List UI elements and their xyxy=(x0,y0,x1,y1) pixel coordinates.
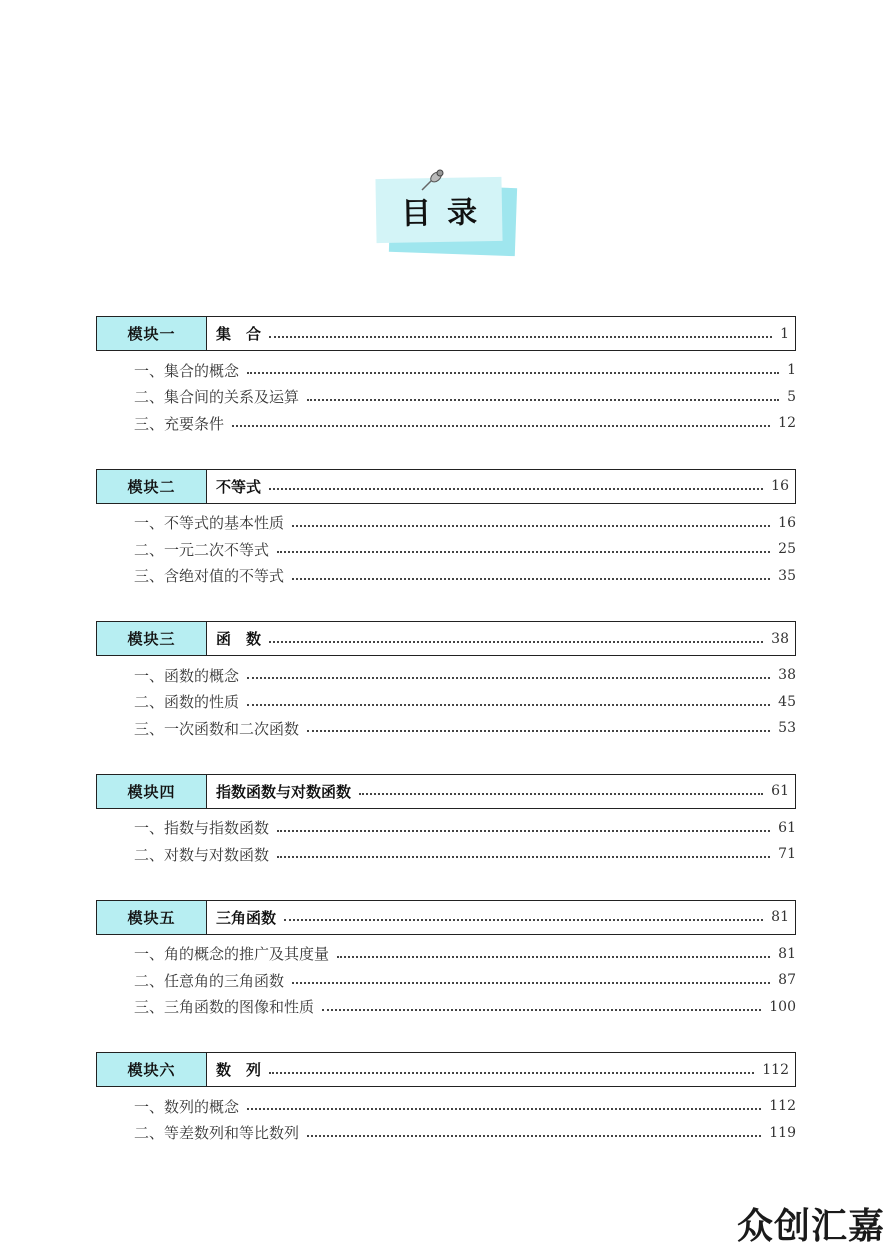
module-title: 指数函数与对数函数 xyxy=(216,782,352,801)
entry-page-number: 119 xyxy=(769,1124,796,1141)
dot-leader xyxy=(322,1009,761,1011)
dot-leader xyxy=(337,956,770,958)
entry-title: 一、函数的概念 xyxy=(134,666,240,685)
section-list xyxy=(96,935,796,1021)
entry-title: 一、不等式的基本性质 xyxy=(134,514,285,533)
module-title: 函 数 xyxy=(216,630,262,648)
toc-entry[interactable] xyxy=(134,662,796,689)
entry-page-number: 87 xyxy=(778,972,796,989)
entry-title: 二、函数的性质 xyxy=(134,693,240,712)
dot-leader xyxy=(247,677,770,679)
module-entry xyxy=(207,470,795,503)
toc-entry[interactable] xyxy=(134,563,796,590)
dot-leader xyxy=(247,704,770,706)
entry-page-number: 35 xyxy=(778,567,796,584)
toc-entry[interactable] xyxy=(134,1120,796,1147)
module-section xyxy=(96,900,796,1021)
module-page-number: 38 xyxy=(771,630,789,647)
module-section xyxy=(96,621,796,742)
dot-leader xyxy=(277,551,770,553)
toc-entry[interactable] xyxy=(134,994,796,1021)
entry-title: 二、一元二次不等式 xyxy=(134,540,270,559)
entry-page-number: 25 xyxy=(778,541,796,558)
dot-leader xyxy=(307,730,770,732)
module-page-number: 61 xyxy=(771,783,789,799)
module-tag: 模块三 xyxy=(97,622,207,655)
page-title: 目录 xyxy=(400,195,494,232)
entry-title: 一、角的概念的推广及其度量 xyxy=(134,945,330,964)
module-tag: 模块五 xyxy=(97,901,207,934)
entry-page-number: 61 xyxy=(778,819,796,836)
dot-leader xyxy=(292,578,770,580)
entry-title: 三、三角函数的图像和性质 xyxy=(134,998,315,1017)
toc-entry[interactable] xyxy=(134,815,796,842)
entry-title: 二、集合间的关系及运算 xyxy=(134,388,300,407)
module-entry xyxy=(207,622,795,655)
toc-entry[interactable] xyxy=(134,357,796,384)
module-tag: 模块一 xyxy=(97,317,207,350)
entry-page-number: 16 xyxy=(778,514,796,531)
entry-page-number: 38 xyxy=(778,667,796,684)
module-section xyxy=(96,1052,796,1146)
toc-entry[interactable] xyxy=(134,967,796,994)
module-entry xyxy=(207,317,795,350)
dot-leader xyxy=(247,372,779,374)
entry-page-number: 112 xyxy=(769,1098,796,1115)
toc-entry[interactable] xyxy=(134,536,796,563)
module-tag: 模块二 xyxy=(97,470,207,503)
watermark: 众创汇嘉 xyxy=(736,1206,885,1247)
module-entry xyxy=(207,775,795,808)
entry-page-number: 45 xyxy=(778,693,796,710)
dot-leader xyxy=(269,336,772,338)
dot-leader xyxy=(284,919,763,921)
entry-title: 一、集合的概念 xyxy=(134,361,240,380)
entry-title: 一、数列的概念 xyxy=(134,1097,240,1116)
module-section xyxy=(96,469,796,590)
module-page-number: 1 xyxy=(780,325,789,342)
module-title: 数 列 xyxy=(216,1061,262,1079)
entry-page-number: 12 xyxy=(778,415,796,432)
toc-entry[interactable] xyxy=(134,410,796,437)
entry-title: 三、充要条件 xyxy=(134,414,225,433)
module-entry xyxy=(207,901,795,934)
dot-leader xyxy=(232,425,770,427)
module-header[interactable] xyxy=(96,469,796,504)
module-entry xyxy=(207,1053,795,1086)
dot-leader xyxy=(359,793,763,795)
module-header[interactable] xyxy=(96,900,796,935)
toc-entry[interactable] xyxy=(134,941,796,968)
entry-title: 二、任意角的三角函数 xyxy=(134,971,285,990)
dot-leader xyxy=(292,525,770,527)
toc-entry[interactable] xyxy=(134,841,796,868)
module-title: 不等式 xyxy=(216,477,262,496)
dot-leader xyxy=(269,1072,754,1074)
toc-entry[interactable] xyxy=(134,510,796,537)
dot-leader xyxy=(277,830,770,832)
module-page-number: 81 xyxy=(771,909,789,925)
module-title: 三角函数 xyxy=(216,908,277,927)
toc-entry[interactable] xyxy=(134,715,796,742)
module-header[interactable] xyxy=(96,774,796,809)
module-tag: 模块六 xyxy=(97,1053,207,1086)
dot-leader xyxy=(269,641,763,643)
module-header[interactable] xyxy=(96,316,796,351)
entry-title: 二、等差数列和等比数列 xyxy=(134,1124,300,1143)
entry-page-number: 1 xyxy=(787,362,796,379)
entry-title: 三、含绝对值的不等式 xyxy=(134,567,285,586)
section-list xyxy=(96,1087,796,1146)
title-card xyxy=(376,178,510,246)
dot-leader xyxy=(277,856,770,858)
table-of-contents xyxy=(96,316,796,1178)
dot-leader xyxy=(292,982,770,984)
module-section xyxy=(96,774,796,868)
dot-leader xyxy=(269,488,763,490)
entry-title: 三、一次函数和二次函数 xyxy=(134,719,300,738)
module-page-number: 16 xyxy=(771,478,789,494)
section-list xyxy=(96,504,796,590)
entry-page-number: 53 xyxy=(778,720,796,737)
dot-leader xyxy=(247,1108,761,1110)
pushpin-icon xyxy=(418,168,448,194)
module-tag: 模块四 xyxy=(97,775,207,808)
entry-page-number: 100 xyxy=(769,998,796,1015)
toc-entry[interactable] xyxy=(134,1093,796,1120)
dot-leader xyxy=(307,1135,761,1137)
toc-entry[interactable] xyxy=(134,689,796,716)
entry-page-number: 81 xyxy=(778,945,796,962)
section-list xyxy=(96,351,796,437)
entry-title: 二、对数与对数函数 xyxy=(134,845,270,864)
entry-page-number: 71 xyxy=(778,846,796,863)
module-section xyxy=(96,316,796,437)
section-list xyxy=(96,656,796,742)
entry-title: 一、指数与指数函数 xyxy=(134,819,270,838)
module-page-number: 112 xyxy=(762,1061,789,1078)
section-list xyxy=(96,809,796,868)
module-header[interactable] xyxy=(96,1052,796,1087)
dot-leader xyxy=(307,399,779,401)
toc-entry[interactable] xyxy=(134,384,796,411)
entry-page-number: 5 xyxy=(787,388,796,405)
module-header[interactable] xyxy=(96,621,796,656)
module-title: 集 合 xyxy=(216,325,262,343)
